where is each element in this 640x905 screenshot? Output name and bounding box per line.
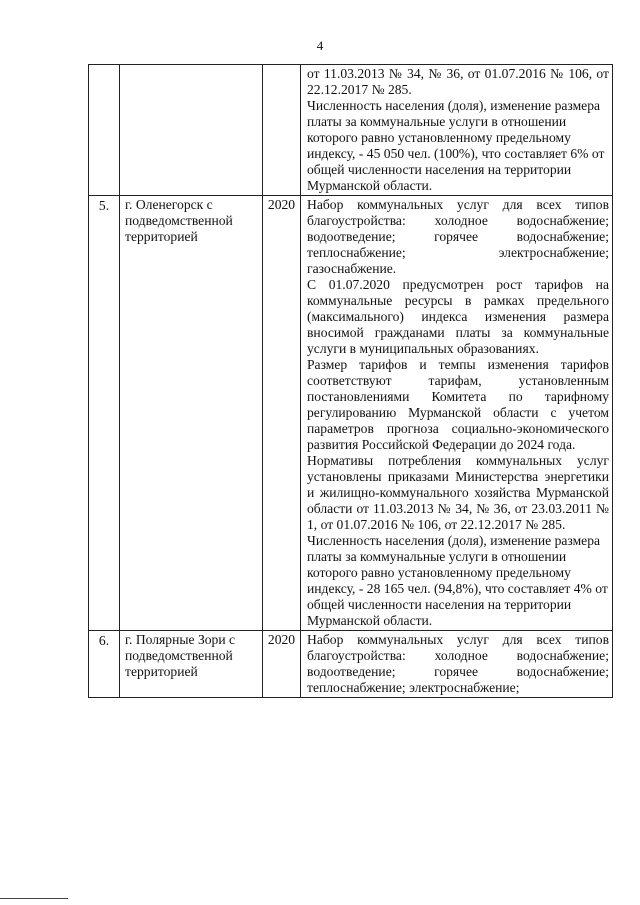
page-number: 4: [316, 38, 324, 53]
row-number-cell: 6.: [89, 631, 120, 698]
population-paragraph: Численность населения (доля), изменение размера платы за коммунальные услуги в отношении которого равно установленному предельному индексу, - 45 050 чел. (100%), что составляет 6% от общей численности населения на территории Мурманской области.: [307, 98, 605, 193]
normatives-paragraph: Нормативы потребления коммунальных услуг установлены приказами Министерства энергетики и жилищно-коммунального хозяйства Мурманской области от 11.03.2013 № 34, № 36, от 23.03.2011 № 1, от 01.07.2016 № 106, от 22.12.2017 № 285.: [307, 453, 609, 532]
tariff-table: [88, 64, 613, 698]
year-cell: [263, 65, 301, 196]
services-paragraph: Набор коммунальных услуг для всех типов благоустройства: холодное водоснабжение; водоотведение; горячее водоснабжение; теплоснабжение; электроснабжение;: [307, 632, 609, 695]
description-cell: [301, 65, 613, 196]
tariff-size-paragraph: Размер тарифов и темпы изменения тарифов соответствуют тарифам, установленным постановлениями Комитета по тарифному регулированию Мурманской области с учетом параметров прогноза социально-экономического развития Российской Федерации до 2024 года.: [307, 357, 609, 452]
region-cell: [120, 65, 263, 196]
table-row-continuation: [89, 65, 613, 196]
description-cell: [301, 196, 613, 631]
row-number-cell: [89, 65, 120, 196]
footnote-divider: [0, 898, 68, 899]
table-row-olenegorsk: [89, 196, 613, 631]
description-cell: [301, 631, 613, 698]
row-number-cell: 5.: [89, 196, 120, 631]
table-row-polyarnye-zori: [89, 631, 613, 698]
normatives-paragraph: от 11.03.2013 № 34, № 36, от 01.07.2016 № 106, от 22.12.2017 № 285.: [307, 66, 609, 97]
year-cell: 2020: [263, 631, 301, 698]
population-paragraph: Численность населения (доля), изменение размера платы за коммунальные услуги в отношении которого равно установленному предельному индексу, - 28 165 чел. (94,8%), что составляет 4% от общей численности населения на территории Мурманской области.: [307, 533, 608, 628]
tariff-growth-paragraph: С 01.07.2020 предусмотрен рост тарифов на коммунальные ресурсы в рамках предельного (максимального) индекса изменения размера вносимой гражданами платы за коммунальные услуги в муниципальных образованиях.: [307, 277, 609, 356]
region-cell: г. Оленегорск с подведомственной территорией: [120, 196, 263, 631]
year-cell: 2020: [263, 196, 301, 631]
services-paragraph: Набор коммунальных услуг для всех типов благоустройства: холодное водоснабжение; водоотведение; горячее водоснабжение; теплоснабжение; электроснабжение; газоснабжение.: [307, 197, 609, 276]
region-cell: г. Полярные Зори с подведомственной территорией: [120, 631, 263, 698]
